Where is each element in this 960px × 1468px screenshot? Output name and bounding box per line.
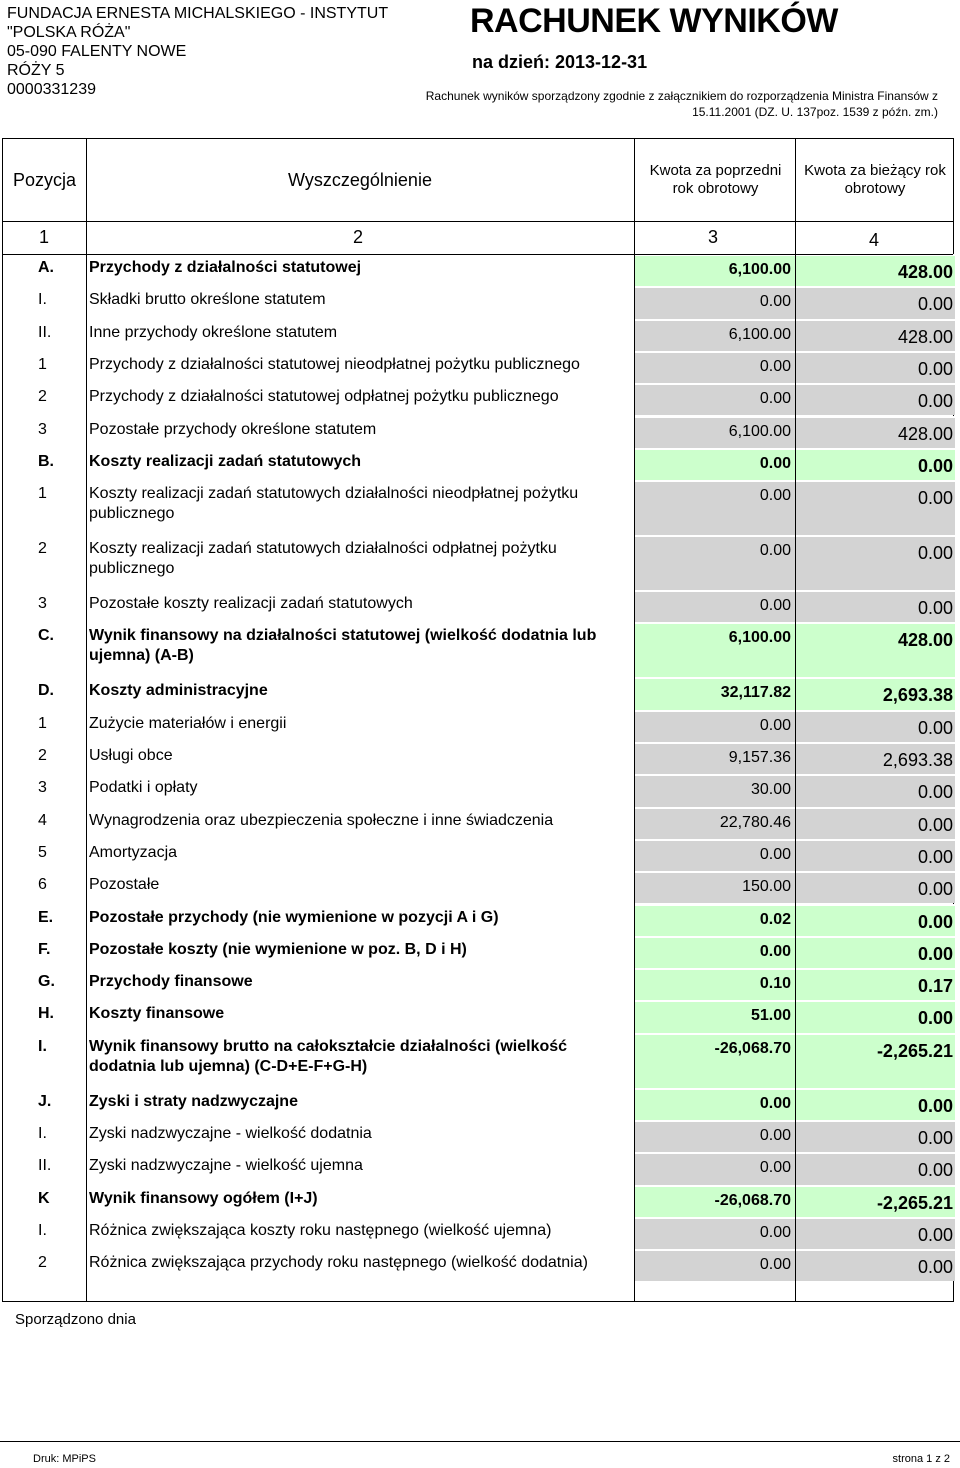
row-position: B.: [38, 452, 54, 470]
curr-year-value: 0.00: [917, 879, 953, 900]
prev-year-cell: [634, 710, 795, 742]
prev-year-cell: [634, 871, 795, 903]
row-description: Wynik finansowy ogółem (I+J): [89, 1189, 318, 1207]
prev-year-cell: [634, 1088, 795, 1120]
curr-year-cell: [796, 319, 955, 351]
curr-year-cell: [796, 774, 955, 806]
header-position: Pozycja: [12, 169, 77, 190]
table-row: [3, 622, 953, 677]
header-curr-year: Kwota za bieżący rok obrotowy: [804, 162, 946, 197]
curr-year-value: 0.00: [917, 543, 953, 564]
row-position: K: [38, 1189, 50, 1207]
prev-year-value: 0.00: [759, 597, 791, 615]
curr-year-value: 0.00: [917, 1160, 953, 1181]
curr-year-value: 0.00: [917, 911, 953, 932]
prev-year-value: 51.00: [750, 1007, 791, 1025]
curr-year-cell: [796, 1217, 955, 1249]
table-row: [3, 1152, 953, 1184]
curr-year-value: 0.00: [917, 1008, 953, 1029]
prev-year-value: 0.00: [759, 390, 791, 408]
row-position: 3: [38, 779, 47, 797]
row-description: Usługi obce: [89, 747, 173, 764]
curr-year-value: 428.00: [897, 630, 953, 651]
row-description: Zużycie materiałów i energii: [89, 714, 287, 732]
table-row: [3, 1217, 953, 1249]
row-position: 3: [38, 595, 47, 613]
row-position: E.: [38, 908, 54, 926]
curr-year-value: 0.00: [917, 1257, 953, 1278]
table-row: [3, 968, 953, 1000]
curr-year-value: 2,693.38: [882, 750, 953, 770]
table-row: [3, 839, 953, 871]
curr-year-cell: [796, 1000, 955, 1032]
curr-year-cell: [796, 871, 955, 903]
table-row: [3, 774, 953, 806]
curr-year-cell: [796, 1152, 955, 1184]
table-row: [3, 319, 953, 351]
row-position: A.: [38, 259, 54, 276]
table-row: [3, 351, 953, 383]
prev-year-cell: [634, 968, 795, 1000]
curr-year-value: 0.00: [917, 598, 953, 619]
curr-year-value: 0.17: [917, 976, 953, 997]
row-position: I.: [38, 1037, 47, 1055]
row-position: II.: [38, 1157, 52, 1175]
prev-year-value: -26,068.70: [714, 1191, 791, 1209]
prev-year-cell: [634, 286, 795, 318]
curr-year-value: 0.00: [917, 814, 953, 835]
curr-year-value: 2,693.38: [882, 685, 953, 706]
row-description: Składki brutto określone statutem: [89, 291, 326, 309]
row-position: G.: [38, 973, 55, 991]
prev-year-value: 6,100.00: [728, 325, 791, 343]
row-position: 2: [38, 747, 47, 764]
row-description: Wynik finansowy brutto na całokształcie działalności (wielkość dodatnia lub ujemna) (C-D+E-F+G-H): [89, 1037, 568, 1075]
curr-year-value: 0.00: [917, 455, 953, 476]
table-row: [3, 1185, 953, 1217]
row-description: Pozostałe koszty (nie wymienione w poz. B, D i H): [89, 940, 467, 958]
row-position: 1: [38, 485, 47, 503]
curr-year-cell: [796, 286, 955, 318]
row-description: Przychody z działalności statutowej odpłatnej pożytku publicznego: [89, 388, 559, 406]
table-row: [3, 448, 953, 480]
table-row: [3, 254, 953, 286]
prev-year-value: 6,100.00: [728, 422, 791, 440]
curr-year-cell: [796, 839, 955, 871]
report-title: RACHUNEK WYNIKÓW: [470, 2, 838, 40]
prev-year-cell: [634, 1185, 795, 1217]
printed-by: Druk: MPiPS: [33, 1453, 96, 1465]
table-row: [3, 807, 953, 839]
row-description: Koszty finansowe: [89, 1005, 225, 1023]
table-row: [3, 416, 953, 448]
legal-note: Rachunek wyników sporządzony zgodnie z załącznikiem do rozporządzenia Ministra Finansów z 15.11.2001 (DZ. U. 137poz. 1539 z późn. zm.): [425, 89, 938, 119]
prev-year-value: 0.00: [759, 845, 791, 863]
row-position: 1: [38, 355, 47, 373]
row-description: Koszty realizacji zadań statutowych: [89, 452, 362, 470]
table-row: [3, 936, 953, 968]
curr-year-value: 0.00: [917, 1095, 953, 1116]
row-description: Zyski i straty nadzwyczajne: [89, 1092, 298, 1110]
prev-year-cell: [634, 1120, 795, 1152]
table-row: [3, 286, 953, 318]
prev-year-cell: [634, 480, 795, 535]
table-row: [3, 1033, 953, 1088]
prev-year-cell: [634, 774, 795, 806]
column-number-2: 2: [353, 227, 364, 247]
curr-year-cell: [796, 383, 955, 415]
row-description: Podatki i opłaty: [89, 779, 198, 797]
row-description: Zyski nadzwyczajne - wielkość dodatnia: [89, 1125, 372, 1142]
row-position: 3: [38, 420, 47, 438]
row-position: 6: [38, 876, 47, 894]
curr-year-cell: [796, 1249, 955, 1281]
curr-year-cell: [796, 904, 955, 936]
prev-year-value: 0.00: [759, 1127, 791, 1144]
prev-year-cell: [634, 1033, 795, 1088]
row-description: Zyski nadzwyczajne - wielkość ujemna: [89, 1157, 363, 1175]
curr-year-value: -2,265.21: [876, 1040, 953, 1061]
row-description: Koszty realizacji zadań statutowych działalności nieodpłatnej pożytku publicznego: [89, 485, 579, 523]
header-prev-year: Kwota za poprzedni rok obrotowy: [649, 162, 782, 197]
prev-year-value: 0.00: [759, 716, 791, 734]
prev-year-value: 0.00: [759, 487, 791, 505]
page-number: strona 1 z 2: [892, 1453, 950, 1465]
row-description: Różnica zwiększająca przychody roku następnego (wielkość dodatnia): [89, 1254, 588, 1272]
org-address-line2: RÓŻY 5: [7, 62, 65, 79]
row-position: H.: [38, 1005, 54, 1023]
footer-divider: [0, 1441, 960, 1442]
curr-year-cell: [796, 710, 955, 742]
organization-block: [7, 4, 388, 99]
prev-year-cell: [634, 839, 795, 871]
curr-year-value: 428.00: [897, 262, 953, 282]
prev-year-cell: [634, 1000, 795, 1032]
prev-year-cell: [634, 351, 795, 383]
column-rule: [795, 139, 796, 1301]
prev-year-value: 0.00: [759, 1223, 791, 1241]
curr-year-value: 428.00: [897, 423, 953, 444]
curr-year-cell: [796, 622, 955, 677]
curr-year-value: 0.00: [917, 391, 953, 412]
row-position: 5: [38, 843, 47, 861]
prev-year-value: 150.00: [742, 878, 791, 896]
row-position: I.: [38, 291, 47, 309]
row-description: Wynagrodzenia oraz ubezpieczenia społeczne i inne świadczenia: [89, 811, 554, 829]
curr-year-value: 0.00: [917, 1224, 953, 1245]
org-name-line1: FUNDACJA ERNESTA MICHALSKIEGO - INSTYTUT: [7, 5, 389, 22]
column-number-1: 1: [39, 227, 50, 247]
table-row: [3, 1088, 953, 1120]
curr-year-cell: [796, 968, 955, 1000]
curr-year-value: 0.00: [917, 1128, 953, 1148]
prev-year-cell: [634, 904, 795, 936]
curr-year-value: 428.00: [897, 326, 953, 347]
table-row: [3, 590, 953, 622]
prev-year-cell: [634, 1152, 795, 1184]
curr-year-cell: [796, 480, 955, 535]
prev-year-value: 0.00: [759, 454, 791, 472]
table-row: [3, 871, 953, 903]
row-position: 2: [38, 1254, 47, 1272]
curr-year-cell: [796, 254, 955, 286]
header-description: Wyszczególnienie: [288, 169, 432, 190]
org-address-line1: 05-090 FALENTY NOWE: [7, 43, 187, 60]
table-row: [3, 1249, 953, 1281]
prev-year-value: 0.00: [759, 357, 791, 375]
table-rule: [3, 221, 953, 222]
row-description: Pozostałe koszty realizacji zadań statutowych: [89, 595, 413, 613]
prev-year-value: 0.00: [759, 1256, 791, 1274]
table-row: [3, 677, 953, 709]
curr-year-value: -2,265.21: [876, 1192, 953, 1213]
prev-year-value: 30.00: [750, 781, 791, 799]
curr-year-cell: [796, 590, 955, 622]
row-description: Koszty realizacji zadań statutowych działalności odpłatnej pożytku publicznego: [89, 540, 557, 578]
row-description: Pozostałe przychody określone statutem: [89, 420, 377, 438]
row-description: Pozostałe: [89, 876, 160, 894]
table-row: [3, 480, 953, 535]
row-description: Wynik finansowy na działalności statutowej (wielkość dodatnia lub ujemna) (A-B): [89, 627, 597, 665]
curr-year-cell: [796, 416, 955, 448]
prev-year-value: 9,157.36: [728, 749, 791, 766]
prepared-on-label: Sporządzono dnia: [15, 1311, 136, 1328]
curr-year-cell: [796, 677, 955, 709]
prev-year-cell: [634, 742, 795, 774]
column-rule: [634, 139, 635, 1301]
table-row: [3, 742, 953, 774]
row-position: C.: [38, 627, 54, 645]
row-position: 4: [38, 811, 47, 829]
prev-year-value: 0.00: [759, 1159, 791, 1177]
row-position: 2: [38, 388, 47, 406]
row-description: Przychody finansowe: [89, 973, 253, 991]
prev-year-cell: [634, 535, 795, 590]
curr-year-value: 0.00: [917, 943, 953, 964]
curr-year-cell: [796, 1185, 955, 1217]
prev-year-value: 6,100.00: [728, 261, 791, 278]
org-name-line2: "POLSKA RÓŻA": [7, 24, 131, 41]
table-row: [3, 535, 953, 590]
curr-year-value: 0.00: [917, 358, 953, 379]
prev-year-value: 32,117.82: [720, 684, 791, 702]
prev-year-cell: [634, 448, 795, 480]
row-position: I.: [38, 1125, 47, 1142]
row-position: I.: [38, 1221, 47, 1239]
org-krs-number: 0000331239: [7, 81, 96, 98]
table-row: [3, 383, 953, 415]
prev-year-cell: [634, 319, 795, 351]
row-position: 1: [38, 714, 47, 732]
column-number-4: 4: [869, 230, 880, 250]
curr-year-cell: [796, 742, 955, 774]
row-position: F.: [38, 940, 51, 958]
row-description: Przychody z działalności statutowej nieodpłatnej pożytku publicznego: [89, 355, 580, 373]
curr-year-cell: [796, 351, 955, 383]
curr-year-cell: [796, 807, 955, 839]
curr-year-value: 0.00: [917, 717, 953, 738]
prev-year-cell: [634, 807, 795, 839]
curr-year-cell: [796, 1120, 955, 1152]
prev-year-cell: [634, 416, 795, 448]
row-description: Amortyzacja: [89, 843, 178, 861]
curr-year-value: 0.00: [917, 488, 953, 509]
prev-year-value: -26,068.70: [714, 1039, 791, 1057]
curr-year-value: 0.00: [917, 294, 953, 315]
prev-year-value: 6,100.00: [728, 629, 791, 647]
prev-year-value: 0.00: [759, 942, 791, 960]
table-rule: [3, 254, 953, 255]
prev-year-cell: [634, 622, 795, 677]
table-row: [3, 710, 953, 742]
prev-year-value: 0.10: [759, 975, 791, 993]
row-description: Przychody z działalności statutowej: [89, 259, 362, 276]
curr-year-value: 0.00: [917, 782, 953, 803]
prev-year-cell: [634, 1249, 795, 1281]
curr-year-cell: [796, 1033, 955, 1088]
prev-year-value: 22,780.46: [719, 813, 791, 831]
curr-year-cell: [796, 448, 955, 480]
report-date: na dzień: 2013-12-31: [472, 52, 648, 72]
prev-year-value: 0.00: [759, 293, 791, 311]
row-position: 2: [38, 540, 47, 558]
table-row: [3, 904, 953, 936]
column-number-3: 3: [708, 227, 719, 247]
prev-year-cell: [634, 590, 795, 622]
prev-year-cell: [634, 1217, 795, 1249]
row-description: Koszty administracyjne: [89, 682, 268, 700]
curr-year-cell: [796, 535, 955, 590]
income-statement-table: [2, 138, 954, 1302]
prev-year-cell: [634, 254, 795, 286]
curr-year-cell: [796, 936, 955, 968]
column-rule: [86, 139, 87, 1301]
table-row: [3, 1000, 953, 1032]
prev-year-value: 0.00: [759, 1094, 791, 1112]
prev-year-value: 0.02: [759, 910, 791, 928]
prev-year-cell: [634, 936, 795, 968]
row-description: Pozostałe przychody (nie wymienione w pozycji A i G): [89, 908, 499, 926]
row-position: II.: [38, 323, 52, 341]
curr-year-cell: [796, 1088, 955, 1120]
row-description: Inne przychody określone statutem: [89, 323, 338, 341]
curr-year-value: 0.00: [917, 846, 953, 867]
table-row: [3, 1120, 953, 1152]
prev-year-value: 0.00: [759, 542, 791, 560]
prev-year-cell: [634, 383, 795, 415]
row-position: J.: [38, 1092, 52, 1110]
row-description: Różnica zwiększająca koszty roku następnego (wielkość ujemna): [89, 1221, 552, 1239]
prev-year-cell: [634, 677, 795, 709]
row-position: D.: [38, 682, 54, 700]
